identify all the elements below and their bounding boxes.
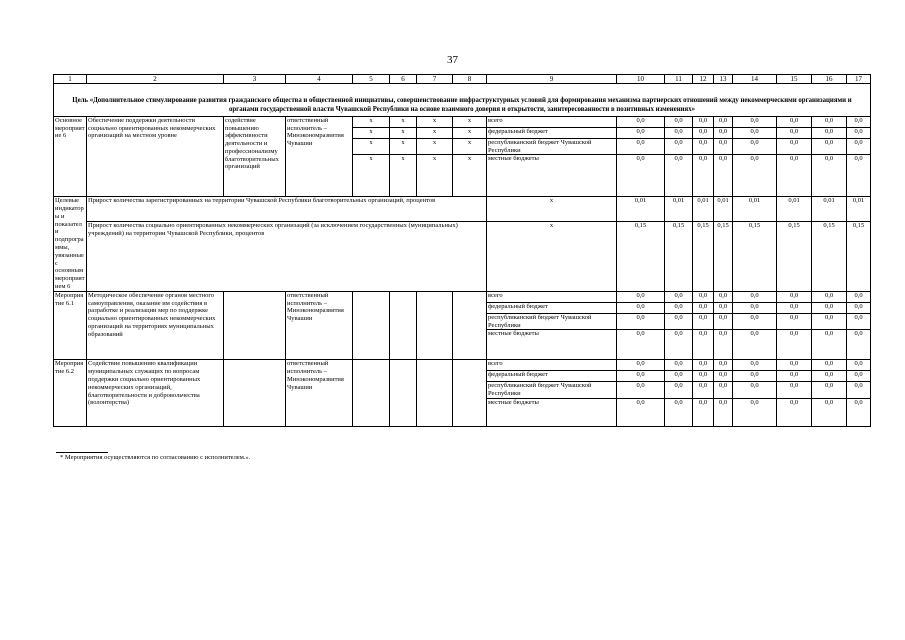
empty-cell <box>417 360 453 427</box>
indicator-value: 0,15 <box>733 221 777 291</box>
indicator-value: 0,01 <box>714 197 733 222</box>
empty-cell <box>353 291 390 360</box>
value-cell: 0,0 <box>777 382 812 399</box>
column-number: 12 <box>693 75 714 84</box>
value-cell: 0,0 <box>847 313 871 330</box>
value-cell: 0,0 <box>693 302 714 313</box>
value-cell: 0,0 <box>812 302 847 313</box>
indicator-value: 0,15 <box>617 221 665 291</box>
value-cell: 0,0 <box>665 371 693 382</box>
value-cell: 0,0 <box>733 360 777 371</box>
value-cell: 0,0 <box>777 155 812 197</box>
value-cell: 0,0 <box>733 302 777 313</box>
footnote-divider <box>56 452 108 453</box>
event-description: Содействие повышению квалификации муниципальных служащих по вопросам поддержки социально ориентированных некоммерческих организаций, благотворительности и добровольчества (волонтерства) <box>87 360 224 427</box>
value-cell: 0,0 <box>693 138 714 155</box>
indicator-value: 0,01 <box>693 197 714 222</box>
x-cell: x <box>417 138 453 155</box>
empty-cell <box>417 291 453 360</box>
value-cell: 0,0 <box>714 138 733 155</box>
empty-cell <box>390 291 417 360</box>
table-row <box>54 360 871 371</box>
value-cell: 0,0 <box>665 382 693 399</box>
x-cell: x <box>417 116 453 127</box>
x-cell: x <box>487 197 617 222</box>
value-cell: 0,0 <box>812 127 847 138</box>
table-row <box>54 291 871 302</box>
indicator-row <box>54 221 871 291</box>
funding-source: местные бюджеты <box>487 155 617 197</box>
value-cell: 0,0 <box>777 399 812 427</box>
indicator-value: 0,01 <box>847 197 871 222</box>
value-cell: 0,0 <box>617 371 665 382</box>
value-cell: 0,0 <box>617 116 665 127</box>
value-cell: 0,0 <box>617 291 665 302</box>
x-cell: x <box>353 116 390 127</box>
x-cell: x <box>353 127 390 138</box>
value-cell: 0,0 <box>665 360 693 371</box>
value-cell: 0,0 <box>665 127 693 138</box>
value-cell: 0,0 <box>733 116 777 127</box>
value-cell: 0,0 <box>847 360 871 371</box>
x-cell: x <box>390 127 417 138</box>
value-cell: 0,0 <box>617 138 665 155</box>
value-cell: 0,0 <box>847 291 871 302</box>
event-executor: ответственный исполнитель – Минэкономразвития Чувашии <box>286 360 353 427</box>
column-number: 16 <box>812 75 847 84</box>
indicator-value: 0,15 <box>693 221 714 291</box>
x-cell: x <box>390 116 417 127</box>
value-cell: 0,0 <box>812 116 847 127</box>
value-cell: 0,0 <box>777 302 812 313</box>
funding-source: всего <box>487 116 617 127</box>
value-cell: 0,0 <box>693 127 714 138</box>
funding-source: республиканский бюджет Чувашской Республики <box>487 382 617 399</box>
event-description: Методическое обеспечение органов местного самоуправления, оказание им содействия в разработке и реализации мер по поддержке социально ориентированных некоммерческих организаций на территориях муниципальных образований <box>87 291 224 360</box>
value-cell: 0,0 <box>777 371 812 382</box>
column-number: 8 <box>453 75 487 84</box>
event-executor: ответственный исполнитель – Минэкономразвития Чувашии <box>286 291 353 360</box>
value-cell: 0,0 <box>777 138 812 155</box>
value-cell: 0,0 <box>617 360 665 371</box>
event-description: Обеспечение поддержки деятельности социально ориентированных некоммерческих организаций на местном уровне <box>87 116 224 197</box>
x-cell: x <box>417 155 453 197</box>
column-number-row <box>54 75 871 84</box>
value-cell: 0,0 <box>812 313 847 330</box>
column-number: 7 <box>417 75 453 84</box>
value-cell: 0,0 <box>847 371 871 382</box>
event-name: Мероприятие 6.2 <box>54 360 87 427</box>
event-result <box>224 360 286 427</box>
event-result: содействие повышению эффективности деятельности и профессионализму благотворительных организаций <box>224 116 286 197</box>
value-cell: 0,0 <box>777 330 812 360</box>
value-cell: 0,0 <box>714 371 733 382</box>
goal-text: Цель «Дополнительное стимулирование развития гражданского общества и общественной инициативы, совершенствование инфраструктурных условий для формирования механизма партнерских отношений между некоммерческими организациями и органами государственной власти Чувашской Республики на основе взаимного доверия и открытости, заинтересованности в позитивных изменениях» <box>54 84 871 116</box>
indicator-value: 0,15 <box>714 221 733 291</box>
value-cell: 0,0 <box>733 382 777 399</box>
value-cell: 0,0 <box>617 127 665 138</box>
value-cell: 0,0 <box>812 291 847 302</box>
indicator-value: 0,15 <box>777 221 812 291</box>
value-cell: 0,0 <box>777 313 812 330</box>
page-number: 37 <box>447 54 458 66</box>
indicator-value: 0,15 <box>847 221 871 291</box>
value-cell: 0,0 <box>847 116 871 127</box>
value-cell: 0,0 <box>693 291 714 302</box>
funding-source: федеральный бюджет <box>487 371 617 382</box>
value-cell: 0,0 <box>733 155 777 197</box>
value-cell: 0,0 <box>812 155 847 197</box>
value-cell: 0,0 <box>693 313 714 330</box>
value-cell: 0,0 <box>777 291 812 302</box>
value-cell: 0,0 <box>617 313 665 330</box>
empty-cell <box>353 360 390 427</box>
value-cell: 0,0 <box>693 399 714 427</box>
column-number: 2 <box>87 75 224 84</box>
value-cell: 0,0 <box>665 155 693 197</box>
empty-cell <box>453 360 487 427</box>
x-cell: x <box>353 138 390 155</box>
value-cell: 0,0 <box>693 155 714 197</box>
table-row <box>54 116 871 127</box>
funding-source: республиканский бюджет Чувашской Республики <box>487 313 617 330</box>
value-cell: 0,0 <box>733 330 777 360</box>
value-cell: 0,0 <box>812 399 847 427</box>
indicator-row <box>54 197 871 222</box>
event-name: Мероприятие 6.1 <box>54 291 87 360</box>
value-cell: 0,0 <box>617 382 665 399</box>
value-cell: 0,0 <box>665 116 693 127</box>
column-number: 4 <box>286 75 353 84</box>
column-number: 14 <box>733 75 777 84</box>
value-cell: 0,0 <box>714 116 733 127</box>
value-cell: 0,0 <box>693 382 714 399</box>
goal-row <box>54 84 871 116</box>
value-cell: 0,0 <box>693 116 714 127</box>
value-cell: 0,0 <box>665 138 693 155</box>
value-cell: 0,0 <box>777 360 812 371</box>
value-cell: 0,0 <box>733 127 777 138</box>
funding-source: всего <box>487 291 617 302</box>
value-cell: 0,0 <box>733 138 777 155</box>
empty-cell <box>390 360 417 427</box>
indicator-value: 0,01 <box>777 197 812 222</box>
indicator-description: Прирост количества зарегистрированных на территории Чувашской Республики благотворительных организаций, процентов <box>87 197 487 222</box>
value-cell: 0,0 <box>714 360 733 371</box>
funding-source: республиканский бюджет Чувашской Республики <box>487 138 617 155</box>
value-cell: 0,0 <box>812 382 847 399</box>
funding-source: местные бюджеты <box>487 330 617 360</box>
column-number: 15 <box>777 75 812 84</box>
column-number: 11 <box>665 75 693 84</box>
x-cell: x <box>453 155 487 197</box>
value-cell: 0,0 <box>617 155 665 197</box>
program-table <box>53 74 871 427</box>
value-cell: 0,0 <box>665 291 693 302</box>
column-number: 3 <box>224 75 286 84</box>
value-cell: 0,0 <box>733 291 777 302</box>
indicator-value: 0,01 <box>617 197 665 222</box>
value-cell: 0,0 <box>812 138 847 155</box>
indicator-value: 0,01 <box>733 197 777 222</box>
x-cell: x <box>453 116 487 127</box>
indicator-value: 0,15 <box>812 221 847 291</box>
value-cell: 0,0 <box>714 302 733 313</box>
x-cell: x <box>353 155 390 197</box>
funding-source: местные бюджеты <box>487 399 617 427</box>
value-cell: 0,0 <box>617 399 665 427</box>
value-cell: 0,0 <box>665 399 693 427</box>
value-cell: 0,0 <box>693 371 714 382</box>
indicator-value: 0,15 <box>665 221 693 291</box>
value-cell: 0,0 <box>714 291 733 302</box>
column-number: 5 <box>353 75 390 84</box>
value-cell: 0,0 <box>812 330 847 360</box>
value-cell: 0,0 <box>847 302 871 313</box>
value-cell: 0,0 <box>714 313 733 330</box>
empty-cell <box>453 291 487 360</box>
value-cell: 0,0 <box>665 302 693 313</box>
indicator-description: Прирост количества социально ориентированных некоммерческих организаций (за исключением государственных (муниципальных) учреждений) на территории Чувашской Республики, процентов <box>87 221 487 291</box>
value-cell: 0,0 <box>733 371 777 382</box>
indicators-label: Целевые индикаторы и показатели подпрограммы, увязанные с основным мероприятием 6 <box>55 197 85 291</box>
value-cell: 0,0 <box>847 138 871 155</box>
value-cell: 0,0 <box>847 330 871 360</box>
value-cell: 0,0 <box>714 399 733 427</box>
value-cell: 0,0 <box>714 382 733 399</box>
funding-source: федеральный бюджет <box>487 302 617 313</box>
value-cell: 0,0 <box>777 116 812 127</box>
event-executor: ответственный исполнитель – Минэкономразвития Чувашии <box>286 116 353 197</box>
x-cell: x <box>487 221 617 291</box>
indicator-value: 0,01 <box>812 197 847 222</box>
value-cell: 0,0 <box>847 155 871 197</box>
x-cell: x <box>453 127 487 138</box>
column-number: 17 <box>847 75 871 84</box>
value-cell: 0,0 <box>693 360 714 371</box>
x-cell: x <box>390 155 417 197</box>
value-cell: 0,0 <box>665 313 693 330</box>
value-cell: 0,0 <box>693 330 714 360</box>
value-cell: 0,0 <box>733 313 777 330</box>
column-number: 6 <box>390 75 417 84</box>
column-number: 1 <box>54 75 87 84</box>
value-cell: 0,0 <box>847 399 871 427</box>
value-cell: 0,0 <box>812 360 847 371</box>
column-number: 10 <box>617 75 665 84</box>
footnote: * Мероприятия осуществляются по согласованию с исполнителем.». <box>60 454 251 461</box>
value-cell: 0,0 <box>847 382 871 399</box>
x-cell: x <box>453 138 487 155</box>
value-cell: 0,0 <box>665 330 693 360</box>
value-cell: 0,0 <box>714 330 733 360</box>
event-name: Основное мероприятие 6 <box>54 116 87 197</box>
value-cell: 0,0 <box>812 371 847 382</box>
value-cell: 0,0 <box>777 127 812 138</box>
value-cell: 0,0 <box>617 330 665 360</box>
x-cell: x <box>417 127 453 138</box>
x-cell: x <box>390 138 417 155</box>
value-cell: 0,0 <box>617 302 665 313</box>
funding-source: федеральный бюджет <box>487 127 617 138</box>
value-cell: 0,0 <box>714 127 733 138</box>
funding-source: всего <box>487 360 617 371</box>
value-cell: 0,0 <box>733 399 777 427</box>
indicator-value: 0,01 <box>665 197 693 222</box>
event-result <box>224 291 286 360</box>
column-number: 13 <box>714 75 733 84</box>
column-number: 9 <box>487 75 617 84</box>
value-cell: 0,0 <box>714 155 733 197</box>
value-cell: 0,0 <box>847 127 871 138</box>
